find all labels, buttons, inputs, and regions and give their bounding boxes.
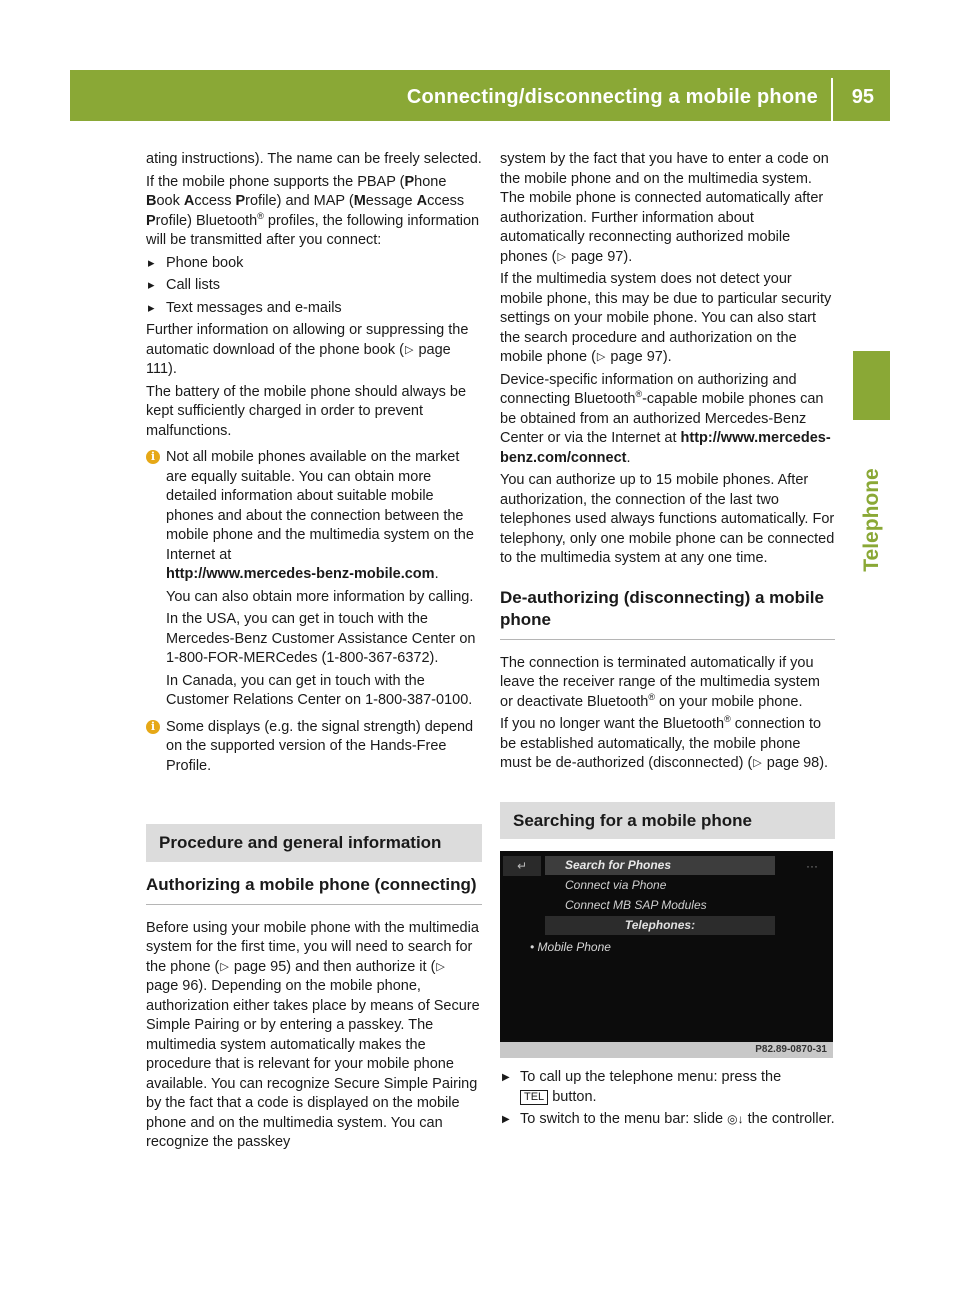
image-reference-code: P82.89-0870-31 — [500, 1042, 833, 1058]
paragraph-pbap: If the mobile phone supports the PBAP (Phone Book Access Profile) and MAP (Message Access Profile) Bluetooth® profiles, the following information will be transmitted after you connect: — [146, 173, 480, 248]
info-note: i Some displays (e.g. the signal strength) depend on the supported version of the Hands-Free Profile. — [146, 718, 482, 777]
list-item: ▸ Call lists — [146, 276, 482, 296]
page-link[interactable]: page 111 — [146, 341, 451, 377]
paragraph: system by the fact that you have to enter a code on the mobile phone and on the multimedia system. The mobile phone is connected automatically after authorization. Further information about automatically reconnecting authorized mobile phones (▷ page 97). — [500, 150, 835, 267]
paragraph: If the multimedia system does not detect your mobile phone, this may be due to particular security settings on your mobile phone. You can also start the search procedure and authorization on the mobile phone (▷ page 97). — [500, 270, 835, 368]
menu-item-connect-mb-sap[interactable]: Connect MB SAP Modules — [565, 898, 707, 912]
page-link[interactable]: page 97 — [610, 349, 663, 365]
section-title: Procedure and general information — [146, 824, 482, 862]
page-link[interactable]: page 95 — [233, 958, 287, 975]
paragraph: Device-specific information on authorizing and connecting Bluetooth®-capable mobile phones can be obtained from an authorized Mercedes-Benz Center or via the Internet at http://www.mercedes-benz.com/connect. — [500, 371, 831, 466]
page-ref-arrow-icon: ▷ — [557, 250, 566, 263]
page-number: 95 — [851, 86, 874, 108]
page-ref-arrow-icon: ▷ — [753, 757, 762, 769]
side-tab-marker — [853, 351, 890, 420]
subheading: De-authorizing (disconnecting) a mobile phone — [500, 587, 835, 640]
paragraph: You can authorize up to 15 mobile phones. After authorization, the connection of the last two telephones used always functions automatically. For telephony, only one mobile phone can be connected to the multimedia system at any one time. — [500, 472, 835, 566]
left-column — [146, 150, 482, 1156]
tel-key-icon: TEL — [520, 1090, 548, 1105]
step-item: ▶ To switch to the menu bar: slide ◎↓ the controller. — [500, 1110, 835, 1130]
page-ref-arrow-icon: ▷ — [436, 960, 445, 973]
website-link[interactable]: http://www.mercedes-benz.com/connect — [500, 430, 831, 466]
paragraph: The connection is terminated automatically if you leave the receiver range of the multimedia system or deactivate Bluetooth® on your mobile phone. — [500, 654, 820, 710]
subheading: Authorizing a mobile phone (connecting) — [146, 874, 482, 905]
header-divider — [831, 78, 833, 121]
list-item: ▸ Phone book — [146, 254, 482, 274]
paragraph: If you no longer want the Bluetooth® connection to be established automatically, the mobile phone must be de-authorized (disconnected) (▷ page 98). — [500, 715, 835, 774]
multimedia-screenshot — [500, 851, 833, 1058]
controller-slide-down-icon: ◎↓ — [727, 1112, 744, 1126]
step-item: ▶ To call up the telephone menu: press the TEL button. — [500, 1068, 835, 1107]
paragraph: The battery of the mobile phone should always be kept sufficiently charged in order to prevent malfunctions. — [146, 383, 467, 439]
more-icon[interactable]: ··· — [806, 859, 818, 873]
info-icon: i — [146, 450, 160, 464]
list-item: ▸ Text messages and e-mails — [146, 299, 482, 319]
website-link[interactable]: http://www.mercedes-benz-mobile.com — [166, 566, 435, 582]
page-link[interactable]: page 98 — [766, 755, 820, 771]
right-column — [500, 150, 835, 1133]
phone-list-item[interactable]: • Mobile Phone — [530, 940, 611, 954]
paragraph: ating instructions). The name can be freely selected. — [146, 151, 482, 167]
page-ref-arrow-icon: ▷ — [220, 960, 229, 973]
section-title: Searching for a mobile phone — [500, 802, 835, 840]
menu-item-connect-via-phone[interactable]: Connect via Phone — [565, 878, 667, 892]
menu-item-search-for-phones[interactable]: Search for Phones — [545, 856, 775, 875]
telephones-list-header: Telephones: — [545, 916, 775, 935]
page-link[interactable]: page 96 — [146, 978, 199, 994]
info-note: i Not all mobile phones available on the market are equally suitable. You can obtain more detailed information about suitable mobile phones and about the connection between the mobile phone and the multimedia system on the Internet at http://www.mercedes-benz-mobile.com. You can also obtain more information by calling. In the USA, you can get in touch with the Mercedes-Benz Customer Assistance Center on 1-800-FOR-MERCedes (1-800-367-6372). In Canada, you can get in touch with the Customer Relations Center on 1-800-387-0100. — [146, 448, 482, 711]
chapter-title: Connecting/disconnecting a mobile phone — [406, 86, 818, 108]
paragraph: Before using your mobile phone with the multimedia system for the first time, you will need to search for the phone (▷ page 95) and then authorize it (▷ page 96). Depending on the mobile phone, authorization either takes place by means of Secure Simple Pairing or by entering a passkey. The multimedia system automatically makes the procedure that is relevant for your mobile phone available. You can recognize Secure Simple Pairing by the fact that a code is displayed on the mobile phone and on the multimedia system. You can recognize the passkey — [146, 919, 480, 1150]
back-icon[interactable]: ↵ — [503, 856, 541, 876]
step-list — [500, 1068, 835, 1130]
page-ref-arrow-icon: ▷ — [404, 343, 414, 356]
page-link[interactable]: page 97 — [570, 248, 624, 265]
page-ref-arrow-icon: ▷ — [596, 351, 606, 363]
page-header — [70, 70, 890, 121]
paragraph: Further information on allowing or suppressing the automatic download of the phone book (▷ page 111). — [146, 322, 469, 377]
info-icon: i — [146, 720, 160, 734]
bullet-list — [146, 254, 482, 319]
side-tab-label: Telephone — [860, 468, 883, 572]
